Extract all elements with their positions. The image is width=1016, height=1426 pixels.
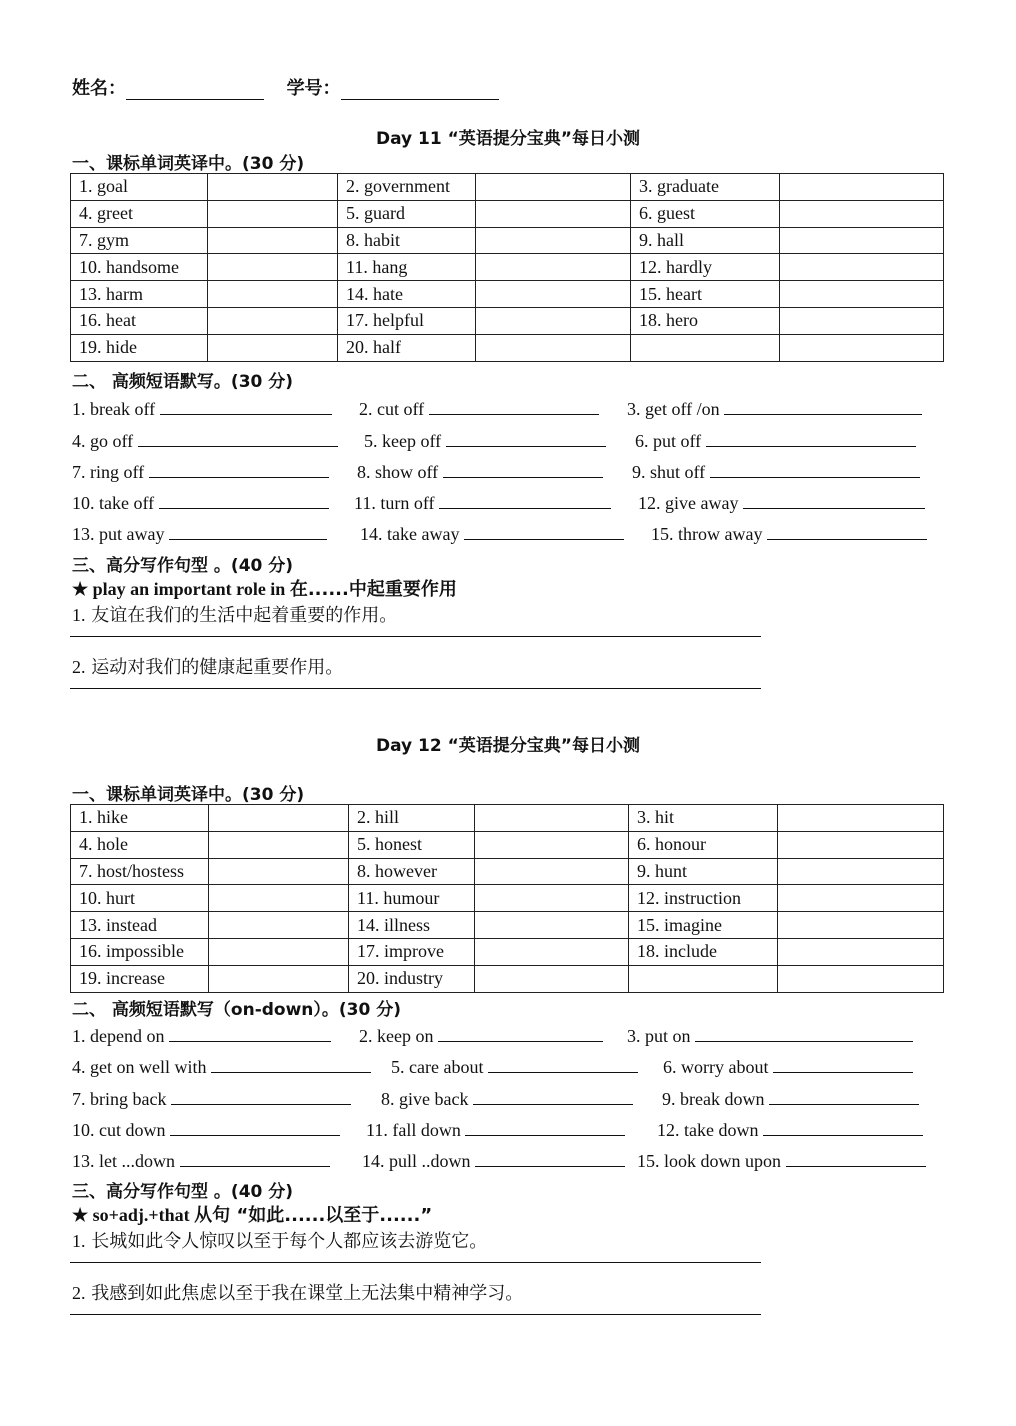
phrase-label: 15. throw away	[651, 524, 763, 544]
phrase-answer-line[interactable]	[706, 428, 916, 447]
vocab-answer-cell[interactable]	[209, 858, 349, 885]
vocab-word: 11. humour	[349, 885, 475, 912]
phrase-answer-line[interactable]	[475, 1148, 625, 1167]
day12-answer-line-1[interactable]	[70, 1262, 761, 1263]
vocab-word: 10. handsome	[71, 254, 208, 281]
vocab-answer-cell[interactable]	[778, 858, 944, 885]
phrase-answer-line[interactable]	[786, 1148, 926, 1167]
phrase-item	[72, 1023, 331, 1047]
phrase-item	[635, 428, 916, 452]
day12-pattern-cn: 从句 “如此......以至于......”	[194, 1205, 433, 1226]
vocab-answer-cell[interactable]	[475, 965, 629, 992]
vocab-word: 2. hill	[349, 805, 475, 832]
vocab-word: 13. harm	[71, 281, 208, 308]
phrase-answer-line[interactable]	[743, 490, 925, 509]
phrase-answer-line[interactable]	[438, 1023, 603, 1042]
vocab-answer-cell[interactable]	[209, 912, 349, 939]
phrase-label: 13. let ...down	[72, 1151, 175, 1171]
vocab-word	[629, 965, 778, 992]
name-label: 姓名：	[72, 78, 126, 99]
vocab-word: 19. hide	[71, 334, 208, 361]
phrase-answer-line[interactable]	[724, 396, 922, 415]
phrase-item	[657, 1117, 923, 1141]
phrase-label: 1. break off	[72, 399, 156, 419]
vocab-answer-cell[interactable]	[778, 965, 944, 992]
day12-section2-heading: 二、 高频短语默写（on-down）。(30 分)	[72, 1000, 402, 1020]
vocab-word: 12. hardly	[631, 254, 780, 281]
phrase-item	[391, 1054, 638, 1078]
day12-answer-line-2[interactable]	[70, 1314, 761, 1315]
vocab-word: 18. include	[629, 938, 778, 965]
day11-section1-heading: 一、课标单词英译中。(30 分)	[72, 154, 305, 174]
day12-vocab-table	[70, 804, 944, 993]
phrase-answer-line[interactable]	[171, 1086, 351, 1105]
vocab-answer-cell[interactable]	[778, 805, 944, 832]
phrase-answer-line[interactable]	[488, 1054, 638, 1073]
vocab-answer-cell[interactable]	[209, 885, 349, 912]
phrase-item	[72, 1148, 330, 1172]
vocab-row	[71, 831, 944, 858]
phrase-item	[360, 521, 624, 545]
phrase-answer-line[interactable]	[473, 1086, 633, 1105]
day12-title: Day 12 “英语提分宝典”每日小测	[376, 736, 640, 756]
phrase-item	[357, 459, 603, 483]
phrase-label: 6. worry about	[663, 1057, 769, 1077]
phrase-answer-line[interactable]	[159, 490, 329, 509]
phrase-item	[359, 1023, 603, 1047]
phrase-label: 12. take down	[657, 1120, 759, 1140]
vocab-word: 12. instruction	[629, 885, 778, 912]
day11-answer-line-2[interactable]	[70, 688, 761, 689]
vocab-answer-cell[interactable]	[778, 885, 944, 912]
day12-question-2: 2. 我感到如此焦虑以至于我在课堂上无法集中精神学习。	[72, 1283, 524, 1304]
vocab-answer-cell[interactable]	[778, 912, 944, 939]
phrase-label: 2. keep on	[359, 1026, 434, 1046]
vocab-answer-cell[interactable]	[780, 281, 944, 308]
phrase-label: 3. put on	[627, 1026, 691, 1046]
phrase-answer-line[interactable]	[160, 396, 332, 415]
phrase-label: 13. put away	[72, 524, 165, 544]
vocab-word: 5. guard	[338, 200, 476, 227]
day12-section3-heading: 三、高分写作句型 。(40 分)	[72, 1182, 294, 1202]
phrase-label: 12. give away	[638, 493, 739, 513]
vocab-word	[631, 334, 780, 361]
day11-pattern-en: ★ play an important role in	[72, 579, 286, 599]
vocab-answer-cell[interactable]	[209, 965, 349, 992]
vocab-word: 8. however	[349, 858, 475, 885]
phrase-answer-line[interactable]	[773, 1054, 913, 1073]
phrase-answer-line[interactable]	[439, 490, 611, 509]
vocab-word: 5. honest	[349, 831, 475, 858]
phrase-item	[72, 521, 327, 545]
vocab-answer-cell[interactable]	[780, 334, 944, 361]
day11-question-2: 2. 运动对我们的健康起重要作用。	[72, 657, 344, 678]
phrase-label: 14. take away	[360, 524, 460, 544]
vocab-answer-cell[interactable]	[208, 227, 338, 254]
phrase-answer-line[interactable]	[443, 459, 603, 478]
vocab-answer-cell[interactable]	[208, 200, 338, 227]
vocab-row	[71, 885, 944, 912]
phrase-label: 9. shut off	[632, 462, 706, 482]
day11-section3-heading: 三、高分写作句型 。(40 分)	[72, 556, 294, 576]
day11-sentence-pattern	[72, 575, 457, 601]
phrase-label: 6. put off	[635, 431, 702, 451]
vocab-word: 17. helpful	[338, 307, 476, 334]
vocab-answer-cell[interactable]	[780, 200, 944, 227]
vocab-word: 3. graduate	[631, 174, 780, 201]
student-info-header	[72, 74, 499, 100]
vocab-word: 7. gym	[71, 227, 208, 254]
vocab-word: 9. hall	[631, 227, 780, 254]
day11-pattern-cn: 在......中起重要作用	[289, 579, 457, 600]
phrase-label: 4. go off	[72, 431, 134, 451]
phrase-answer-line[interactable]	[763, 1117, 923, 1136]
vocab-word: 16. heat	[71, 307, 208, 334]
vocab-answer-cell[interactable]	[208, 307, 338, 334]
vocab-answer-cell[interactable]	[780, 254, 944, 281]
phrase-item	[72, 396, 332, 420]
phrase-item	[632, 459, 920, 483]
vocab-word: 18. hero	[631, 307, 780, 334]
phrase-answer-line[interactable]	[767, 521, 927, 540]
vocab-answer-cell[interactable]	[208, 254, 338, 281]
day12-section1-heading: 一、课标单词英译中。(30 分)	[72, 785, 305, 805]
vocab-answer-cell[interactable]	[778, 831, 944, 858]
vocab-answer-cell[interactable]	[475, 858, 629, 885]
day11-question-1: 1. 友谊在我们的生活中起着重要的作用。	[72, 605, 398, 626]
vocab-word: 3. hit	[629, 805, 778, 832]
vocab-row	[71, 174, 944, 201]
phrase-item	[663, 1054, 913, 1078]
vocab-answer-cell[interactable]	[780, 227, 944, 254]
day12-pattern-en: ★ so+adj.+that	[72, 1205, 190, 1225]
name-field[interactable]	[126, 79, 264, 100]
phrase-label: 8. give back	[381, 1089, 469, 1109]
phrase-label: 15. look down upon	[637, 1151, 781, 1171]
vocab-answer-cell[interactable]	[475, 805, 629, 832]
vocab-answer-cell[interactable]	[475, 831, 629, 858]
student-id-label: 学号：	[286, 78, 341, 99]
vocab-word: 4. greet	[71, 200, 208, 227]
phrase-label: 5. keep off	[364, 431, 442, 451]
vocab-word: 1. hike	[71, 805, 209, 832]
phrase-label: 10. cut down	[72, 1120, 166, 1140]
phrase-item	[72, 1117, 340, 1141]
phrase-answer-line[interactable]	[446, 428, 606, 447]
phrase-item	[651, 521, 927, 545]
day11-title: Day 11 “英语提分宝典”每日小测	[376, 129, 640, 149]
phrase-answer-line[interactable]	[769, 1086, 919, 1105]
vocab-answer-cell[interactable]	[476, 227, 631, 254]
vocab-answer-cell[interactable]	[209, 831, 349, 858]
phrase-label: 10. take off	[72, 493, 155, 513]
phrase-answer-line[interactable]	[211, 1054, 371, 1073]
vocab-word: 14. illness	[349, 912, 475, 939]
vocab-row	[71, 334, 944, 361]
vocab-word: 20. half	[338, 334, 476, 361]
phrase-label: 8. show off	[357, 462, 439, 482]
phrase-item	[627, 1023, 913, 1047]
vocab-answer-cell[interactable]	[209, 805, 349, 832]
phrase-item	[359, 396, 599, 420]
vocab-word: 4. hole	[71, 831, 209, 858]
vocab-row	[71, 912, 944, 939]
phrase-label: 4. get on well with	[72, 1057, 207, 1077]
vocab-row	[71, 281, 944, 308]
vocab-row	[71, 254, 944, 281]
vocab-answer-cell[interactable]	[780, 174, 944, 201]
phrase-answer-line[interactable]	[149, 459, 329, 478]
vocab-row	[71, 938, 944, 965]
vocab-word: 16. impossible	[71, 938, 209, 965]
phrase-item	[364, 428, 606, 452]
vocab-answer-cell[interactable]	[476, 174, 631, 201]
vocab-word: 15. imagine	[629, 912, 778, 939]
phrase-answer-line[interactable]	[695, 1023, 913, 1042]
vocab-word: 2. government	[338, 174, 476, 201]
day12-sentence-pattern	[72, 1201, 432, 1227]
phrase-item	[627, 396, 922, 420]
day11-vocab-table	[70, 173, 944, 362]
vocab-answer-cell[interactable]	[208, 334, 338, 361]
vocab-word: 8. habit	[338, 227, 476, 254]
phrase-item	[72, 1054, 371, 1078]
vocab-word: 15. heart	[631, 281, 780, 308]
phrase-item	[638, 490, 925, 514]
vocab-row	[71, 227, 944, 254]
day11-answer-line-1[interactable]	[70, 636, 761, 637]
vocab-word: 1. goal	[71, 174, 208, 201]
phrase-item	[72, 1086, 351, 1110]
vocab-word: 9. hunt	[629, 858, 778, 885]
phrase-label: 7. bring back	[72, 1089, 167, 1109]
vocab-word: 7. host/hostess	[71, 858, 209, 885]
vocab-answer-cell[interactable]	[476, 334, 631, 361]
phrase-item	[354, 490, 611, 514]
vocab-answer-cell[interactable]	[476, 307, 631, 334]
vocab-answer-cell[interactable]	[475, 885, 629, 912]
vocab-answer-cell[interactable]	[778, 938, 944, 965]
day11-section2-heading: 二、 高频短语默写。(30 分)	[72, 372, 294, 392]
phrase-answer-line[interactable]	[464, 521, 624, 540]
vocab-answer-cell[interactable]	[475, 938, 629, 965]
vocab-row	[71, 965, 944, 992]
phrase-label: 11. turn off	[354, 493, 435, 513]
phrase-label: 11. fall down	[366, 1120, 461, 1140]
vocab-answer-cell[interactable]	[476, 200, 631, 227]
phrase-item	[72, 459, 329, 483]
phrase-item	[72, 428, 338, 452]
phrase-item	[72, 490, 329, 514]
vocab-row	[71, 307, 944, 334]
vocab-word: 19. increase	[71, 965, 209, 992]
phrase-answer-line[interactable]	[429, 396, 599, 415]
phrase-answer-line[interactable]	[180, 1148, 330, 1167]
vocab-answer-cell[interactable]	[780, 307, 944, 334]
vocab-answer-cell[interactable]	[208, 281, 338, 308]
phrase-answer-line[interactable]	[169, 521, 327, 540]
phrase-label: 5. care about	[391, 1057, 484, 1077]
phrase-answer-line[interactable]	[138, 428, 338, 447]
phrase-label: 1. depend on	[72, 1026, 165, 1046]
phrase-item	[662, 1086, 919, 1110]
phrase-label: 7. ring off	[72, 462, 145, 482]
phrase-item	[637, 1148, 926, 1172]
vocab-answer-cell[interactable]	[476, 254, 631, 281]
vocab-answer-cell[interactable]	[475, 912, 629, 939]
vocab-word: 13. instead	[71, 912, 209, 939]
vocab-word: 20. industry	[349, 965, 475, 992]
vocab-word: 6. guest	[631, 200, 780, 227]
phrase-label: 9. break down	[662, 1089, 765, 1109]
phrase-answer-line[interactable]	[465, 1117, 625, 1136]
phrase-label: 3. get off /on	[627, 399, 720, 419]
phrase-item	[381, 1086, 633, 1110]
vocab-word: 10. hurt	[71, 885, 209, 912]
vocab-word: 14. hate	[338, 281, 476, 308]
phrase-answer-line[interactable]	[169, 1023, 331, 1042]
vocab-row	[71, 805, 944, 832]
day12-question-1: 1. 长城如此令人惊叹以至于每个人都应该去游览它。	[72, 1231, 488, 1252]
vocab-row	[71, 200, 944, 227]
phrase-item	[362, 1148, 625, 1172]
vocab-answer-cell[interactable]	[209, 938, 349, 965]
student-id-field[interactable]	[341, 79, 499, 100]
vocab-word: 11. hang	[338, 254, 476, 281]
phrase-label: 14. pull ..down	[362, 1151, 471, 1171]
phrase-item	[366, 1117, 625, 1141]
vocab-word: 17. improve	[349, 938, 475, 965]
vocab-row	[71, 858, 944, 885]
vocab-answer-cell[interactable]	[208, 174, 338, 201]
vocab-answer-cell[interactable]	[476, 281, 631, 308]
phrase-answer-line[interactable]	[710, 459, 920, 478]
phrase-label: 2. cut off	[359, 399, 425, 419]
phrase-answer-line[interactable]	[170, 1117, 340, 1136]
vocab-word: 6. honour	[629, 831, 778, 858]
